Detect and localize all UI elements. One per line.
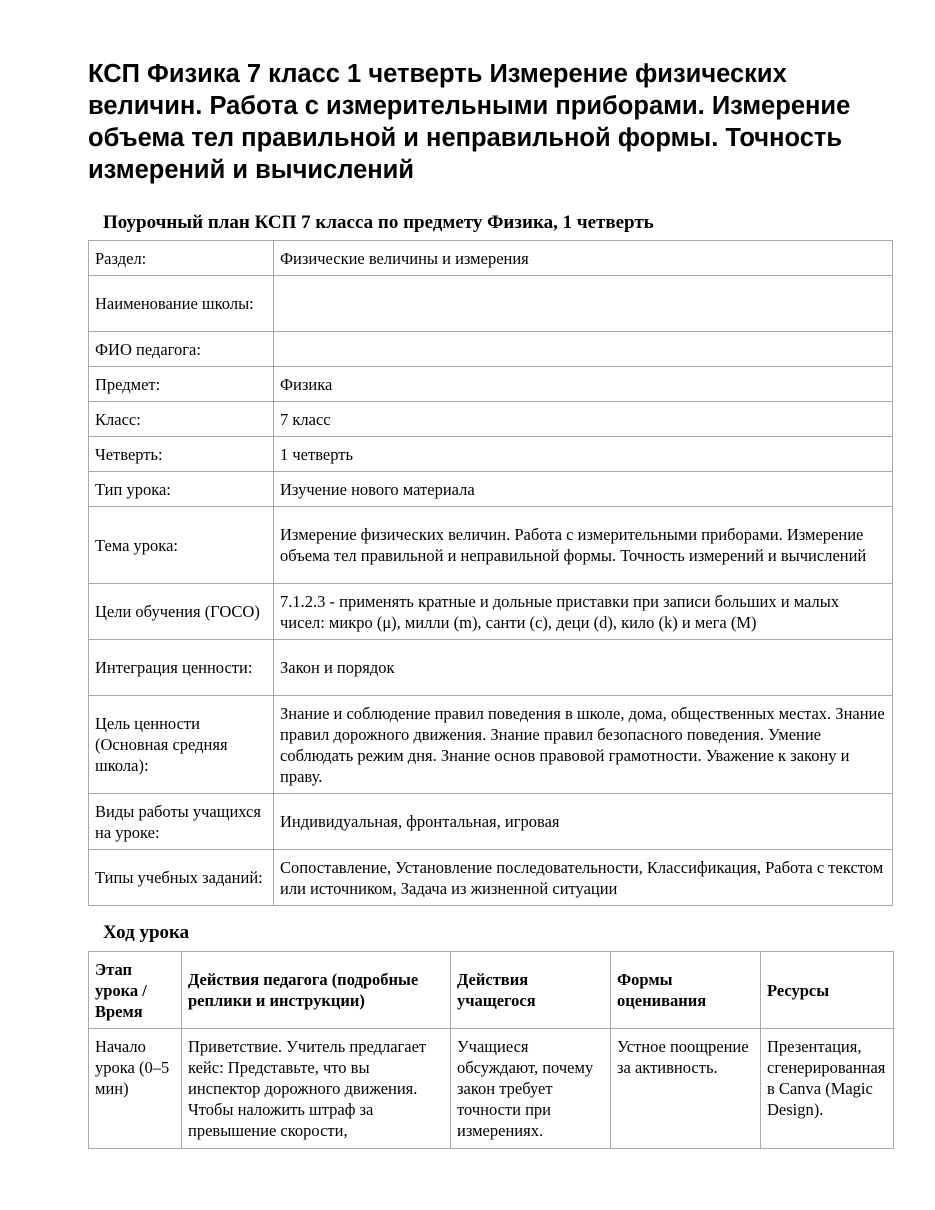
info-label: ФИО педагога: [89, 332, 274, 367]
flow-cell: Устное поощрение за активность. [611, 1029, 761, 1149]
info-row [89, 584, 893, 640]
info-value: Физика [274, 367, 893, 402]
info-row [89, 367, 893, 402]
info-label: Типы учебных заданий: [89, 850, 274, 906]
info-value: Закон и порядок [274, 640, 893, 696]
lesson-info-table [88, 240, 893, 906]
info-value [274, 276, 893, 332]
info-row [89, 241, 893, 276]
flow-header-cell: Ресурсы [761, 952, 894, 1029]
info-label: Виды работы учащихся на уроке: [89, 794, 274, 850]
info-row [89, 640, 893, 696]
info-label: Тип урока: [89, 472, 274, 507]
info-label: Предмет: [89, 367, 274, 402]
info-row [89, 402, 893, 437]
info-row [89, 437, 893, 472]
info-value: Знание и соблюдение правил поведения в школе, дома, общественных местах. Знание правил дорожного движения. Знание правил безопасного поведения. Умение соблюдать режим дня. Знание основ правовой грамотности. Уважение к закону и праву. [274, 696, 893, 794]
info-value: Измерение физических величин. Работа с измерительными приборами. Измерение объема тел правильной и неправильной формы. Точность измерений и вычислений [274, 507, 893, 584]
info-label: Тема урока: [89, 507, 274, 584]
info-row [89, 276, 893, 332]
info-label: Класс: [89, 402, 274, 437]
info-label: Цели обучения (ГОСО) [89, 584, 274, 640]
lesson-flow-table [88, 951, 894, 1149]
info-label: Интеграция ценности: [89, 640, 274, 696]
flow-cell: Презентация, сгенерированная в Canva (Magic Design). [761, 1029, 894, 1149]
flow-cell: Учащиеся обсуждают, почему закон требует точности при измерениях. [451, 1029, 611, 1149]
info-value: 7.1.2.3 - применять кратные и дольные приставки при записи больших и малых чисел: микро (μ), милли (m), санти (c), деци (d), кило (k) и мега (M) [274, 584, 893, 640]
info-label: Четверть: [89, 437, 274, 472]
flow-cell: Приветствие. Учитель предлагает кейс: Представьте, что вы инспектор дорожного движения. Чтобы наложить штраф за превышение скорости, [182, 1029, 451, 1149]
document-page [88, 58, 894, 1149]
info-row [89, 332, 893, 367]
info-value: 1 четверть [274, 437, 893, 472]
info-row [89, 850, 893, 906]
info-value: 7 класс [274, 402, 893, 437]
info-row [89, 472, 893, 507]
info-value: Физические величины и измерения [274, 241, 893, 276]
plan-heading: Поурочный план КСП 7 класса по предмету Физика, 1 четверть [103, 212, 654, 233]
flow-header-cell: Действия педагога (подробные реплики и инструкции) [182, 952, 451, 1029]
info-label: Раздел: [89, 241, 274, 276]
info-value: Индивидуальная, фронтальная, игровая [274, 794, 893, 850]
info-label: Наименование школы: [89, 276, 274, 332]
flow-header-cell: Формы оценивания [611, 952, 761, 1029]
document-title: КСП Физика 7 класс 1 четверть Измерение физических величин. Работа с измерительными приборами. Измерение объема тел правильной и неправильной формы. Точность измерений и вычислений [88, 60, 851, 184]
info-label: Цель ценности (Основная средняя школа): [89, 696, 274, 794]
lesson-flow-heading: Ход урока [103, 922, 190, 943]
flow-header-cell: Этап урока / Время [89, 952, 182, 1029]
info-row [89, 794, 893, 850]
flow-cell: Начало урока (0–5 мин) [89, 1029, 182, 1149]
info-value: Изучение нового материала [274, 472, 893, 507]
info-value [274, 332, 893, 367]
info-value: Сопоставление, Установление последовательности, Классификация, Работа с текстом или источником, Задача из жизненной ситуации [274, 850, 893, 906]
info-row [89, 696, 893, 794]
flow-row [89, 1029, 894, 1149]
flow-header-cell: Действия учащегося [451, 952, 611, 1029]
info-row [89, 507, 893, 584]
